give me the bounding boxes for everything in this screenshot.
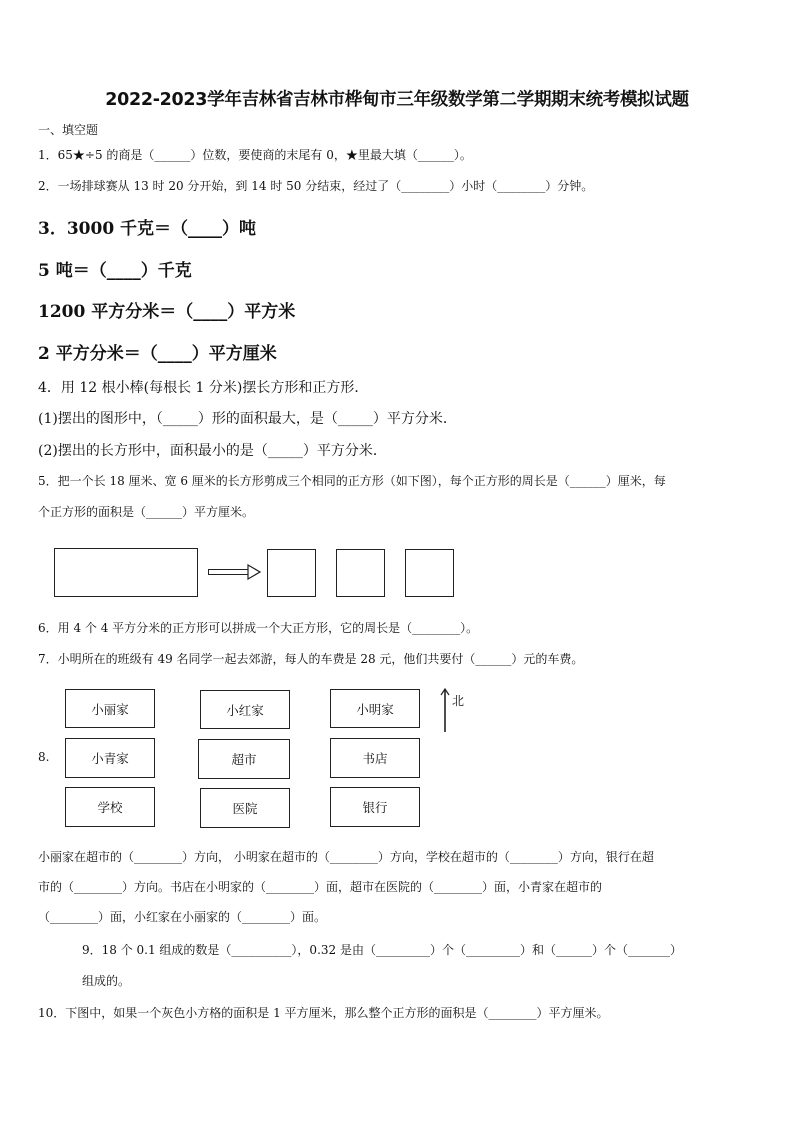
map-box-xiaohong-home: 小红家 — [200, 690, 290, 729]
arrow-right-icon — [247, 564, 261, 580]
map-box-hospital: 医院 — [200, 788, 290, 828]
map-box-school: 学校 — [65, 787, 155, 827]
question-8-line-3: （________）面，小红家在小丽家的（________）面。 — [38, 910, 327, 924]
map-box-bank: 银行 — [330, 787, 420, 827]
question-1: 1．65★÷5 的商是（______）位数，要使商的末尾有 0，★里最大填（______）。 — [38, 148, 472, 162]
question-8-number: 8. — [38, 750, 50, 764]
map-box-xiaoming-home: 小明家 — [330, 689, 420, 728]
question-9-line-1: 9．18 个 0.1 组成的数是（__________），0.32 是由（_________）个（_________）和（______）个（_______） — [82, 943, 682, 957]
question-9-line-2: 组成的。 — [82, 974, 131, 988]
question-6: 6．用 4 个 4 平方分米的正方形可以拼成一个大正方形，它的周长是（________）。 — [38, 621, 479, 635]
question-8-line-2: 市的（________）方向。书店在小明家的（________）面，超市在医院的（________）面，小青家在超市的 — [38, 880, 603, 894]
north-label: 北 — [452, 694, 465, 708]
map-box-supermarket: 超市 — [198, 739, 290, 779]
question-3-line-2: 5 吨＝（____）千克 — [38, 261, 192, 281]
question-3-line-3: 1200 平方分米＝（____）平方米 — [38, 302, 296, 322]
map-box-xiaoqing-home: 小青家 — [65, 738, 155, 778]
question-3-line-1: 3．3000 千克＝（____）吨 — [38, 219, 257, 239]
north-arrow-icon — [439, 687, 451, 733]
square-1 — [267, 549, 316, 597]
arrow-shaft — [208, 569, 250, 575]
section-heading: 一、填空题 — [38, 123, 99, 137]
map-box-bookstore: 书店 — [330, 738, 420, 778]
long-rectangle — [54, 548, 198, 597]
square-3 — [405, 549, 454, 597]
question-4-line-2: (1)摆出的图形中，（_____）形的面积最大，是（_____）平方分米． — [38, 411, 457, 427]
page-title: 2022-2023学年吉林省吉林市桦甸市三年级数学第二学期期末统考模拟试题 — [105, 90, 689, 110]
question-5-line-1: 5．把一个长 18 厘米、宽 6 厘米的长方形剪成三个相同的正方形（如下图），每个正方形的周长是（______）厘米，每 — [38, 474, 666, 488]
square-2 — [336, 549, 385, 597]
question-5-line-2: 个正方形的面积是（______）平方厘米。 — [38, 505, 255, 519]
question-10: 10．下图中，如果一个灰色小方格的面积是 1 平方厘米，那么整个正方形的面积是（________）平方厘米。 — [38, 1006, 609, 1020]
question-3-line-4: 2 平方分米＝（____）平方厘米 — [38, 344, 277, 364]
question-8-line-1: 小丽家在超市的（________）方向， 小明家在超市的（________）方向，学校在超市的（________）方向，银行在超 — [38, 850, 654, 864]
question-2: 2．一场排球赛从 13 时 20 分开始，到 14 时 50 分结束，经过了（________）小时（________）分钟。 — [38, 179, 594, 193]
question-4-line-1: 4．用 12 根小棒(每根长 1 分米)摆长方形和正方形． — [38, 380, 369, 396]
question-7: 7．小明所在的班级有 49 名同学一起去郊游，每人的车费是 28 元，他们共要付（______）元的车费。 — [38, 652, 584, 666]
question-4-line-3: (2)摆出的长方形中，面积最小的是（_____）平方分米． — [38, 443, 387, 459]
map-box-xiaoli-home: 小丽家 — [65, 689, 155, 728]
